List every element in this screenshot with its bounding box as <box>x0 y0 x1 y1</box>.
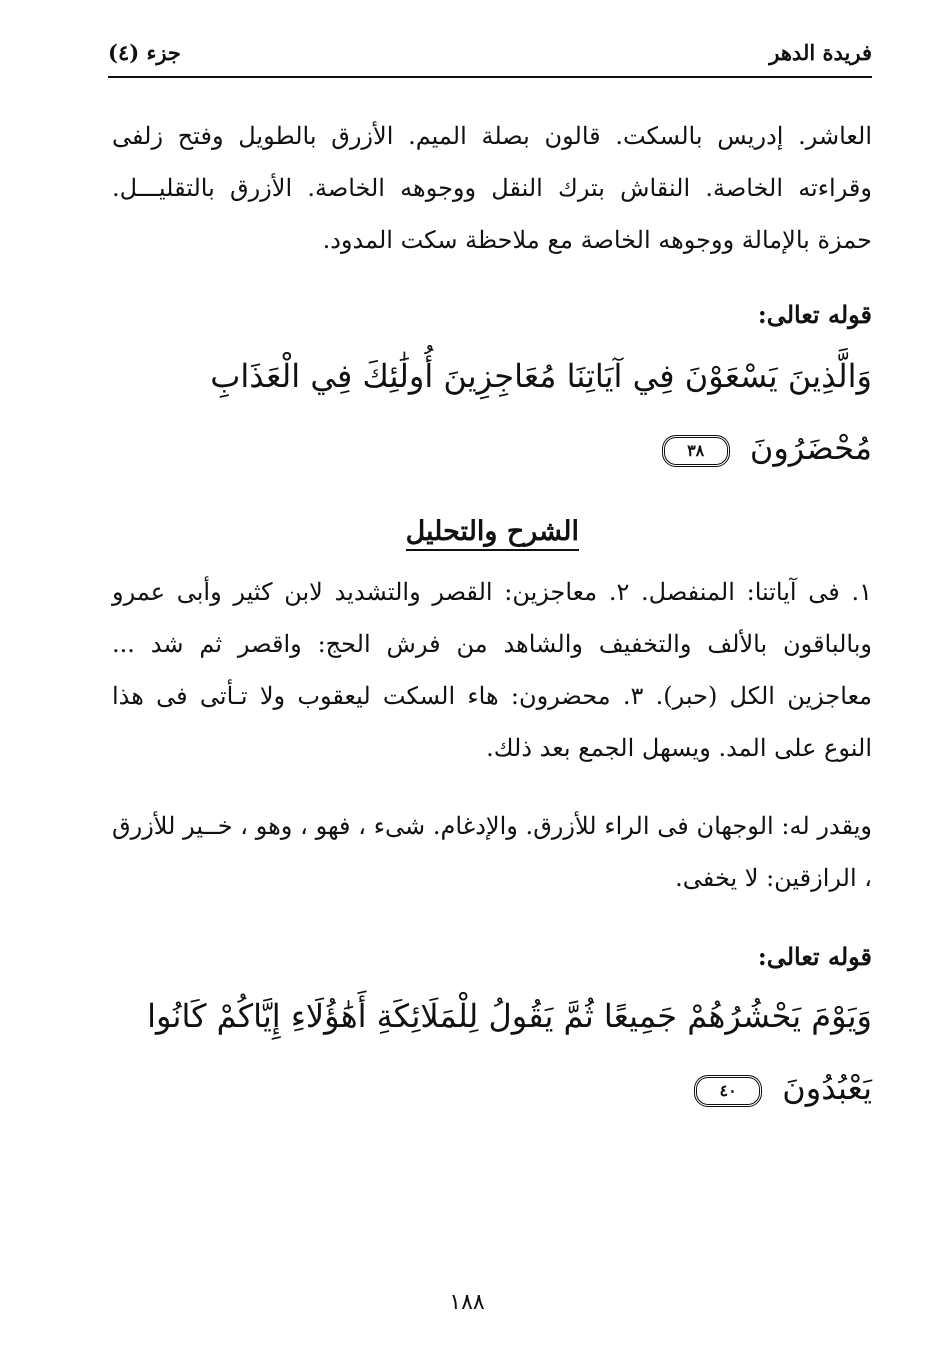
ayah-number-mark: ٤٠ <box>694 1075 762 1107</box>
verse-intro-label: قوله تعالى: <box>757 300 872 329</box>
verse-text: وَالَّذِينَ يَسْعَوْنَ فِي آيَاتِنَا مُعَاجِزِينَ أُولَٰئِكَ فِي الْعَذَابِ مُحْضَرُونَ <box>210 357 872 467</box>
paragraph-explanation: ١. فى آياتنا: المنفصل. ٢. معاجزين: القصر والتشديد لابن كثير وأبى عمرو وبالباقون بالألف والتخفيف والشاهد من فرش الحج: واقصر ثم شد ... معاجزين الكل (حبر). ٣. محضرون: هاء السكت ليعقوب ولا تـأتى فى هذا النوع على المد. ويسهل الجمع بعد ذلك. <box>112 578 872 762</box>
quran-verse-38 <box>112 340 872 484</box>
part-number: جزء (٤) <box>108 40 181 65</box>
quran-verse-40 <box>112 980 872 1124</box>
verse-intro-label: قوله تعالى: <box>757 942 872 971</box>
ayah-number-mark: ٣٨ <box>662 435 730 467</box>
paragraph-estimation: ويقدر له: الوجهان فى الراء للأزرق. والإدغام. شىء ، فهو ، وهو ، خــير للأزرق ، الرازقين: لا يخفى. <box>112 812 872 892</box>
running-header <box>108 36 872 78</box>
verse-text: وَيَوْمَ يَحْشُرُهُمْ جَمِيعًا ثُمَّ يَقُولُ لِلْمَلَائِكَةِ أَهَٰؤُلَاءِ إِيَّاكُمْ كَانُوا يَعْبُدُونَ <box>147 997 872 1107</box>
book-title: فريدة الدهر <box>769 40 872 65</box>
page-number: ١٨٨ <box>449 1290 485 1315</box>
paragraph-recitation-notes: العاشر. إدريس بالسكت. قالون بصلة الميم. الأزرق بالطويل وفتح زلفى وقراءته الخاصة. النقاش بترك النقل ووجوهه الخاصة. الأزرق بالتقليـــل. حمزة بالإمالة ووجوهه الخاصة مع ملاحظة سكت المدود. <box>112 122 872 254</box>
section-heading: الشرح والتحليل <box>406 516 579 551</box>
